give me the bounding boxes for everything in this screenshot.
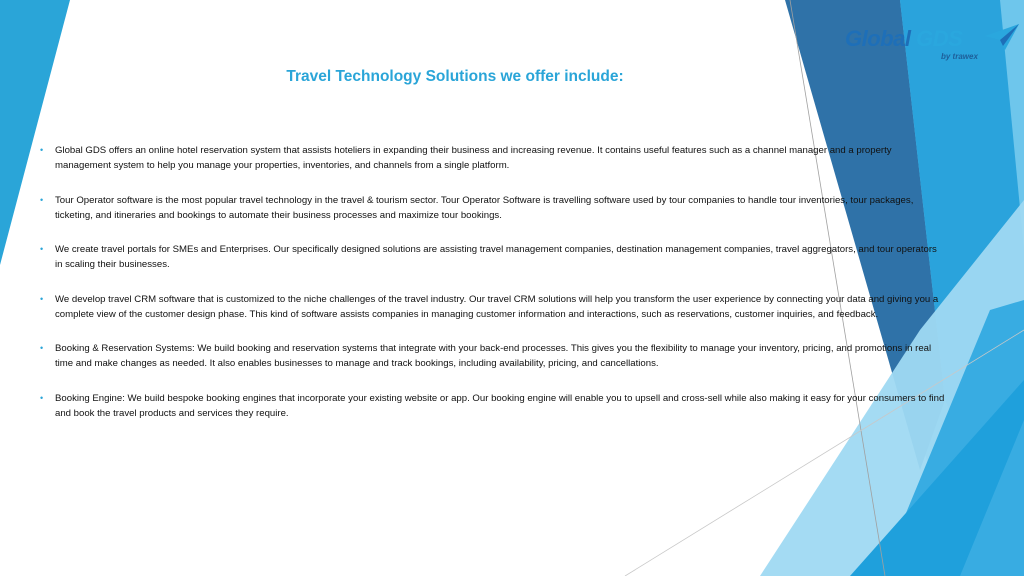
bullet-dot-icon: •	[40, 293, 44, 304]
bullet-item-hotel-reservation	[40, 143, 945, 173]
global-gds-logo	[845, 24, 1020, 66]
bullet-text: Tour Operator software is the most popular travel technology in the travel & tourism sector. Tour Operator Software is travelling software used by tour companies to handle tour inventories, tour packages, ticketing, and itineraries and bookings to automate their business processes and maximize tour bookings.	[55, 194, 914, 221]
logo-tagline: by trawex	[941, 52, 978, 61]
paper-plane-icon	[985, 24, 1019, 50]
bullet-item-travel-portals	[40, 242, 945, 272]
bullet-item-booking-reservation	[40, 341, 945, 371]
bullet-text: Booking & Reservation Systems: We build booking and reservation systems that integrate with your back-end processes. This gives you the flexibility to manage your inventory, pricing, and promotions in real time and make changes as needed. It also enables businesses to manage and track bookings, including availability, pricing, and cancellations.	[55, 343, 932, 369]
bullet-dot-icon: •	[40, 392, 44, 403]
bullet-text: Booking Engine: We build bespoke booking engines that incorporate your existing website or app. Our booking engine will enable you to upsell and cross-sell while also making it easy for your consumers to find and book the travel products and services they require.	[55, 392, 945, 419]
bullet-dot-icon: •	[40, 145, 44, 155]
logo-wordmark	[845, 26, 962, 52]
bullet-text: Global GDS offers an online hotel reservation system that assists hoteliers in expanding their business and increasing revenue. It contains useful features such as a channel manager and a property management system to help you manage your properties, inventories, and channels from a single platform.	[55, 145, 892, 171]
bullet-dot-icon: •	[40, 343, 44, 353]
bullet-item-travel-crm	[40, 292, 945, 322]
bullet-dot-icon: •	[40, 194, 44, 205]
bullet-text: We develop travel CRM software that is customized to the niche challenges of the travel industry. Our travel CRM solutions will help you transform the user experience by connecting your data and giving you a complete view of the customer design phase. This kind of software assists companies in managing customer information and interactions, such as reservations, customer inquiries, and feedback.	[55, 293, 939, 320]
bullet-dot-icon: •	[40, 244, 44, 254]
logo-brand-text: Global	[845, 26, 911, 51]
bullet-list	[40, 143, 945, 440]
slide-title: Travel Technology Solutions we offer include:	[286, 68, 624, 85]
logo-brand-accent-text: GDS	[916, 26, 963, 51]
bullet-text: We create travel portals for SMEs and Enterprises. Our specifically designed solutions are assisting travel management companies, destination management companies, travel aggregators, and tour operators in scaling their businesses.	[55, 244, 937, 270]
bullet-item-booking-engine	[40, 391, 945, 421]
bullet-item-tour-operator	[40, 193, 945, 223]
